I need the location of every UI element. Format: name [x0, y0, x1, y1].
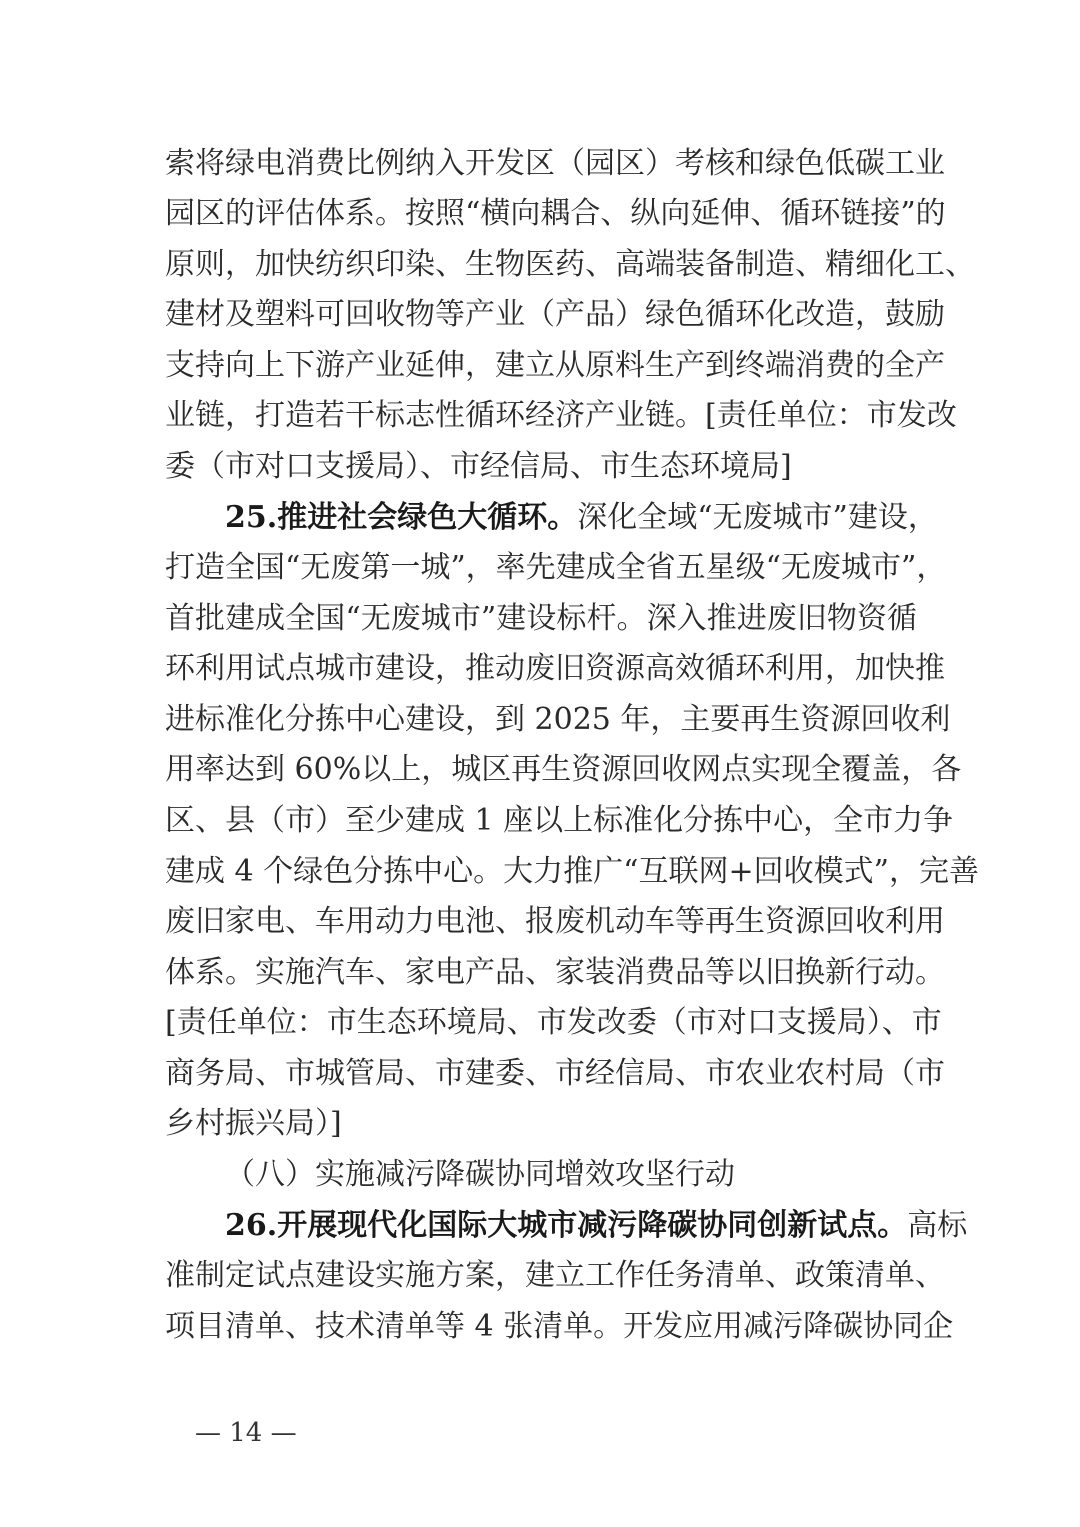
text-line: 乡村振兴局）] [165, 1106, 342, 1141]
text-line: 业链，打造若干标志性循环经济产业链。[责任单位：市发改 [165, 398, 957, 433]
item-25-title: 25.推进社会绿色大循环。 [225, 500, 578, 535]
text-line: 委（市对口支援局）、市经信局、市生态环境局] [165, 449, 792, 484]
text-line: 项目清单、技术清单等 4 张清单。开发应用减污降碳协同企 [165, 1309, 954, 1344]
text-line: 首批建成全国“无废城市”建设标杆。深入推进废旧物资循 [165, 601, 917, 636]
section-heading: （八）实施减污降碳协同增效攻坚行动 [225, 1157, 735, 1192]
text-line: 环利用试点城市建设，推动废旧资源高效循环利用，加快推 [165, 651, 945, 686]
text-line: 商务局、市城管局、市建委、市经信局、市农业农村局（市 [165, 1056, 945, 1091]
text-line: 建材及塑料可回收物等产业（产品）绿色循环化改造，鼓励 [165, 297, 945, 332]
text-line: 支持向上下游产业延伸，建立从原料生产到终端消费的全产 [165, 348, 945, 383]
text-line: 体系。实施汽车、家电产品、家装消费品等以旧换新行动。 [165, 955, 945, 990]
text-line: 用率达到 60%以上，城区再生资源回收网点实现全覆盖，各 [165, 752, 962, 787]
text-line: 进标准化分拣中心建设，到 2025 年，主要再生资源回收利 [165, 702, 951, 737]
text-line: 索将绿电消费比例纳入开发区（园区）考核和绿色低碳工业 [165, 146, 945, 181]
text-line: [责任单位：市生态环境局、市发改委（市对口支援局）、市 [165, 1005, 942, 1040]
text-line: 准制定试点建设实施方案，建立工作任务清单、政策清单、 [165, 1258, 945, 1293]
text-line: 区、县（市）至少建成 1 座以上标准化分拣中心，全市力争 [165, 803, 954, 838]
page-number: — 14 — [195, 1418, 297, 1448]
item-26-first-line [225, 1206, 968, 1246]
text-line: 建成 4 个绿色分拣中心。大力推广“互联网+回收模式”，完善 [165, 854, 979, 889]
text-span: 深化全域“无废城市”建设， [577, 500, 938, 535]
text-line: 打造全国“无废第一城”，率先建成全省五星级“无废城市”， [165, 550, 947, 585]
text-line: 园区的评估体系。按照“横向耦合、纵向延伸、循环链接”的 [165, 196, 946, 231]
item-26-title: 26.开展现代化国际大城市减污降碳协同创新试点。 [225, 1208, 908, 1243]
text-span: 高标 [907, 1208, 968, 1243]
text-line: 废旧家电、车用动力电池、报废机动车等再生资源回收利用 [165, 904, 945, 939]
item-25-first-line [225, 498, 938, 538]
text-line: 原则，加快纺织印染、生物医药、高端装备制造、精细化工、 [165, 247, 975, 282]
